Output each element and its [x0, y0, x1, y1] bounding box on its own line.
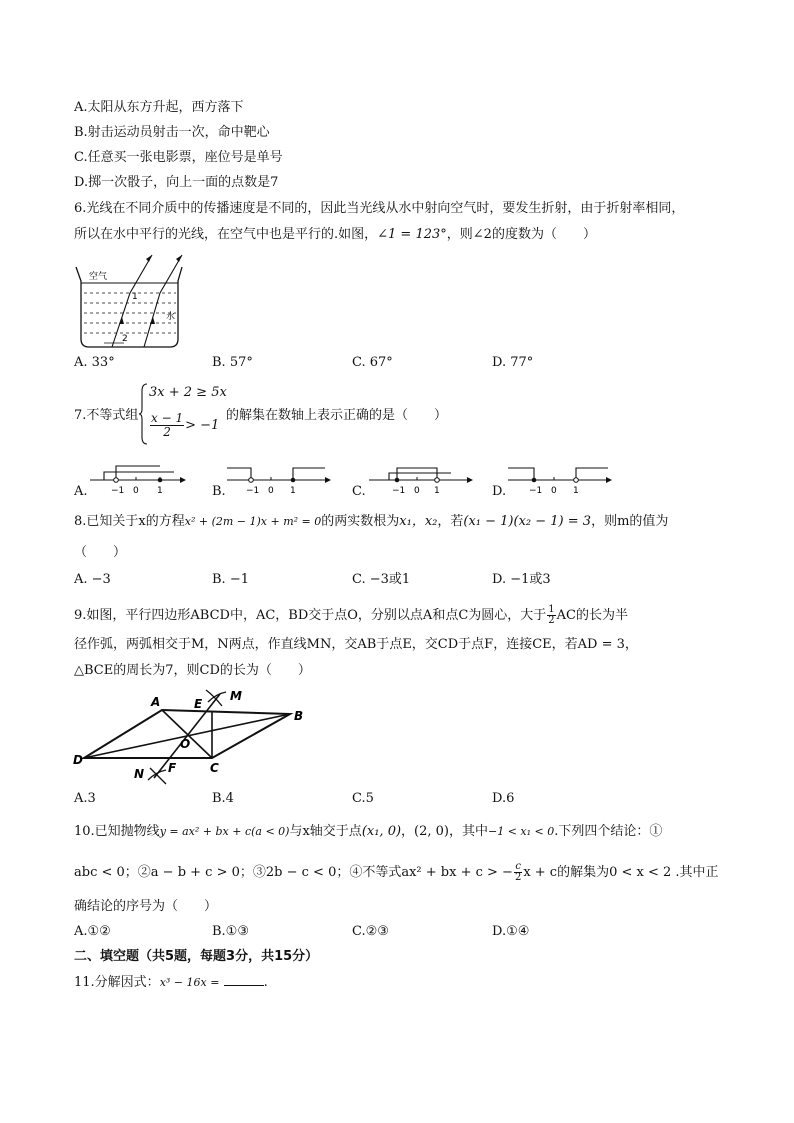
q11-expression: x³ − 16x = — [159, 976, 220, 989]
q10-text-b: 与x轴交于点 — [289, 824, 362, 839]
q8-option-d: D. −1或3 — [492, 572, 551, 587]
q9-text-b: AC的长为半 — [556, 608, 628, 623]
tick-label-0: 0 — [414, 486, 420, 496]
tick-label-0: 0 — [551, 486, 557, 496]
point-label-c: C — [210, 761, 219, 775]
q10-option-c: C.②③ — [352, 924, 389, 939]
tick-label-neg1: −1 — [529, 486, 543, 496]
q10-frac-den: 2 — [514, 872, 522, 883]
q7-frac-num: x − 1 — [151, 411, 184, 425]
fig-label-air: 空气 — [89, 272, 108, 282]
q7-number-line-c — [367, 460, 477, 496]
q11-suffix: . — [263, 975, 268, 990]
fig-label-angle-1: 1 — [132, 292, 138, 302]
point-label-a: A — [151, 695, 161, 709]
q10-parabola: y = ax² + bx + c(a < 0) — [159, 825, 290, 838]
q10-text-d: .下列四个结论：① — [554, 824, 663, 839]
q10-fraction — [514, 862, 522, 883]
q10-text-line2b: x + c的解集为0 < x < 2 .其中正 — [523, 865, 719, 880]
q9-parallelogram-figure — [72, 686, 312, 786]
q9-option-a: A.3 — [74, 791, 96, 806]
q6-angle-expr: ∠1 = 123° — [377, 227, 447, 242]
q8-option-b: B. −1 — [212, 572, 249, 587]
q7-inequality-2 — [149, 412, 219, 439]
q9-option-c: C.5 — [352, 791, 374, 806]
q9-option-d: D.6 — [492, 791, 515, 806]
q11-prefix: 11.分解因式： — [74, 975, 160, 990]
point-label-b: B — [294, 709, 304, 723]
q10-stem-line3: 确结论的序号为（ ） — [74, 899, 218, 914]
q10-option-d: D.①④ — [492, 924, 530, 939]
q10-range: −1 < x₁ < 0 — [488, 825, 555, 838]
point-label-f: F — [168, 761, 177, 775]
q8-equation: x² + (2m − 1)x + m² = 0 — [184, 515, 322, 528]
q7-label-b: B. — [212, 484, 226, 499]
point-label-d: D — [73, 753, 83, 767]
q6-stem-line2-pre: 所以在水中平行的光线，在空气中也是平行的.如图， — [74, 227, 378, 242]
q5-option-b: B.射击运动员射击一次，命中靶心 — [74, 125, 270, 140]
tick-label-0: 0 — [268, 486, 274, 496]
q7-inequality-1: 3x + 2 ≥ 5x — [149, 385, 227, 400]
q7-frac-den: 2 — [163, 425, 171, 439]
q8-stem-line2: （ ） — [74, 545, 127, 560]
tick-label-neg1: −1 — [246, 486, 260, 496]
q7-label-a: A. — [74, 484, 88, 499]
q8-option-a: A. −3 — [74, 572, 111, 587]
q8-text-d: ，则m的值为 — [591, 514, 669, 529]
q11-stem — [74, 973, 268, 993]
q5-option-a: A.太阳从东方升起，西方落下 — [74, 100, 244, 115]
tick-label-neg1: −1 — [111, 486, 125, 496]
q10-stem-line1 — [74, 822, 662, 842]
tick-label-1: 1 — [290, 486, 296, 496]
q10-text-line2a: abc < 0；②a − b + c > 0；③2b − c < 0；④不等式ax² + bx + c > − — [74, 865, 513, 880]
q6-option-c: C. 67° — [352, 355, 393, 370]
tick-label-1: 1 — [573, 486, 579, 496]
q9-stem-line1 — [74, 605, 628, 626]
q7-label-c: C. — [352, 484, 366, 499]
q7-number-line-d — [506, 460, 616, 496]
q6-stem-line2 — [74, 225, 596, 245]
q10-point1: (x₁, 0) — [361, 824, 402, 839]
q7-suffix: 的解集在数轴上表示正确的是（ ） — [226, 408, 448, 423]
q8-text-b: 的两实数根为 — [321, 514, 400, 529]
tick-label-1: 1 — [434, 486, 440, 496]
q9-option-b: B.4 — [212, 791, 234, 806]
q7-label-d: D. — [492, 484, 507, 499]
q6-stem-line1: 6.光线在不同介质中的传播速度是不同的，因此当光线从水中射向空气时，要发生折射，由于折射率相同， — [74, 201, 685, 216]
q5-option-c: C.任意买一张电影票，座位号是单号 — [74, 150, 283, 165]
q11-answer-blank[interactable] — [224, 973, 264, 986]
ray-arrow-head — [176, 255, 182, 262]
q8-text-c: ，若 — [437, 514, 464, 529]
q9-frac-num: 1 — [548, 604, 555, 615]
point-label-n: N — [134, 767, 145, 781]
q9-text-a: 9.如图，平行四边形ABCD中，AC，BD交于点O，分别以点A和点C为圆心，大于 — [74, 608, 547, 623]
q6-option-d: D. 77° — [492, 355, 534, 370]
q8-option-c: C. −3或1 — [352, 572, 411, 587]
fig-label-water: 水 — [166, 312, 176, 322]
section-2-heading: 二、填空题（共5题，每题3分，共15分） — [74, 949, 319, 964]
tick-label-1: 1 — [157, 486, 163, 496]
q7-number-line-a — [88, 460, 188, 496]
arc-m — [206, 690, 222, 706]
tick-label-neg1: −1 — [392, 486, 406, 496]
q9-fraction-half — [547, 605, 555, 626]
point-label-o: O — [180, 737, 191, 751]
q7-ineq2-tail: > −1 — [185, 418, 220, 433]
q5-option-d: D.掷一次骰子，向上一面的点数是7 — [74, 175, 279, 190]
q9-stem-line2: 径作弧，两弧相交于M，N两点，作直线MN，交AB于点E，交CD于点F，连接CE，若AD = 3， — [74, 637, 638, 652]
q10-option-a: A.①② — [74, 924, 111, 939]
point-label-e: E — [194, 697, 203, 711]
q10-text-c: ，(2, 0)，其中 — [401, 824, 488, 839]
q10-text-a: 10.已知抛物线 — [74, 824, 160, 839]
ray-arrow-head — [146, 255, 152, 262]
tick-label-0: 0 — [133, 486, 139, 496]
q7-system-brace — [138, 383, 148, 445]
q8-condition: (x₁ − 1)(x₂ − 1) = 3 — [463, 514, 592, 529]
q6-option-b: B. 57° — [212, 355, 253, 370]
point-label-m: M — [230, 689, 242, 703]
q10-frac-num: c — [515, 861, 521, 872]
q7-prefix: 7.不等式组 — [74, 408, 139, 423]
q8-text-a: 8.已知关于x的方程 — [74, 514, 185, 529]
q7-fraction — [150, 412, 184, 439]
q9-stem-line3: △BCE的周长为7，则CD的长为（ ） — [74, 663, 311, 678]
q6-stem-line2-post: ，则∠2的度数为（ ） — [446, 227, 596, 242]
q9-frac-den: 2 — [548, 615, 555, 626]
q6-refraction-figure — [72, 253, 197, 353]
q8-stem-line1 — [74, 512, 668, 532]
q6-option-a: A. 33° — [74, 355, 115, 370]
q8-roots: x₁，x₂ — [399, 514, 438, 529]
q7-number-line-b — [225, 460, 335, 496]
q10-option-b: B.①③ — [212, 924, 249, 939]
q10-stem-line2 — [74, 862, 719, 883]
fig-label-angle-2: 2 — [122, 334, 128, 344]
